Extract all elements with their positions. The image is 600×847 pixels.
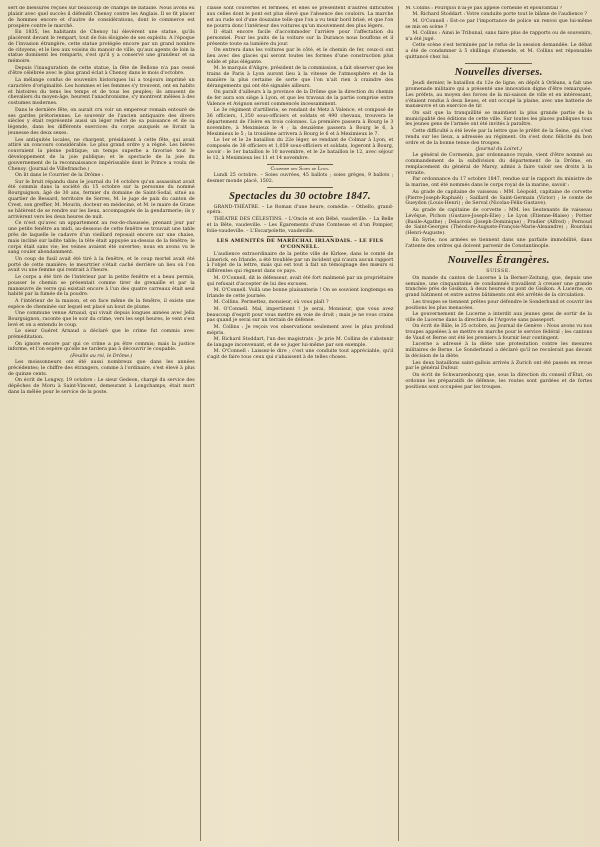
article-paragraph: Les antiquités locales, ne chargent, présidaient à cette fête, qui avait attiré un concours considérable. Le plus grand ordre y a régné. Les bières couvraient la pleine politique; un temps superbe a favorisé tout le développement de la joie publique; et le spectacle de la joie du gouvernement de la reconnaissance impérissable dont le Prince a voulu de Chenoy. (Journal de Villefranche.)	[8, 137, 195, 172]
source-attribution: (Journal du Loiret.)	[475, 147, 522, 153]
article-paragraph: On ignore encore par qui ce crime a pu être commis; mais la justice informe, et l'on espère qu'elle ne tardera pas à découvrir le coupable.	[8, 341, 195, 353]
column-1	[8, 6, 201, 841]
article-paragraph: M. Collins : Pourquoi n'ai-je pas appelé corneille et épouvantail ?	[405, 6, 563, 11]
article-paragraph: Les troupes se tiennent prêtes pour défendre le Sonderbund et couvrir les positions les plus menacées.	[405, 299, 593, 311]
article-paragraph: GRAND-THÉATRE. – Le Roman d'une heure, comédie. – Othello, grand-opéra.	[206, 204, 394, 216]
article-paragraph: Jeudi dernier, le bataillon du 12e de ligne, en dépôt à Orléans, a fait une promenade militaire qui a présenté une innovation digne d'être remarquée. Les préfets, au moyen des forces de la mi-saison de ville et en intéressant, s'étaient rendus à deux lieues, et ont occupé la plaine, avec une batterie de manœuvre et un exercice de tir.	[405, 80, 593, 110]
article-paragraph: Par ordonnance du 17 octobre 1847, rendue sur le rapport du ministre de la marine, ont été nommés dans le corps royal de la marine, savoir :	[405, 177, 593, 189]
column-2	[207, 6, 400, 841]
article-paragraph: Depuis l'inauguration de cette statue, la fête de Bellone n'a pas cessé d'être célébrée avec le plus grand éclat à Chenoy dans le mois d'octobre.	[8, 65, 195, 77]
article-paragraph: On sait que la tranquillité se maintient la plus grande partie de la municipalité des éditions de cette ville. Sur toutes les places publiques tous les jeunes gens de l'armée ont été invités à paraître.	[405, 110, 593, 128]
divider	[465, 251, 532, 252]
article-paragraph: On écrit de Schwarzenbourg que, sous la direction du conseil d'État, on ordonne les préparatifs de défense, les routes sont gardées et de fortes positions sont occupées par les troupes.	[405, 372, 593, 390]
article-paragraph: Dans le dernière fête, on aurait cru voir un empereur romain entouré de ses gardes prétoriennes. Le souvenir de l'ancien antiquaire des divers siècles y était représenté aussi un léger reflet de sa puissance et de sa légende, dans les différents exercices du corps auxquels se livrait la jeunesse des deux sexes.	[8, 107, 195, 137]
section-title: LES AMÉNITÉS DE MARÉCHAL IRLANDAIS. – LE FILS O'CONNELL.	[216, 238, 384, 251]
country-subheading: SUISSE.	[486, 269, 512, 275]
section-heading: Nouvelles Étrangères.	[447, 255, 550, 267]
column-container	[8, 6, 592, 841]
article-paragraph: M. O'Connell : Est-ce par l'importance de police un renvoi que lui-même se mis en scène ?	[405, 18, 593, 30]
column-3	[405, 6, 592, 841]
article-paragraph: classe sont couvertes et fermées, et elles se présentent d'autres difficultés aux celles dont le pont est plus élevé que l'absence des couloirs. La marche est au rude sol d'une douzaine telle que l'on a vu tenir bord brisé, et que l'on ne pourra donc l'intérieur des voitures qu'un mouvement des plus légers.	[206, 6, 394, 29]
article-paragraph: A l'intérieur de la maison, et en face même de la fenêtre, il existe une espèce de cheminée sur lequel est placé un bout de plume.	[8, 298, 195, 310]
divider	[465, 63, 532, 64]
article-paragraph: Le 3e régiment d'artillerie, se rendant de Metz à Valence, et composé de 36 officiers, 1,350 sous-officiers et soldats et 490 chevaux, trouvera le département de l'Isère en trois colonnes. La première passera à Bourg le 3 novembre, à Meximieux le 4 ; la deuxième passera à Bourg le 6, à Meximieux le 5 ; la troisième arrivera à Bourg le 6 et à Meximieux le 7.	[206, 108, 394, 137]
article-paragraph: M. O'Connell. Mal, impertinent ! Je serai, Monsieur, que vous avez beaucoup d'esprit pour vous mettre en voie de droit ; mais je ne vous crains pas quand je serai sur un terrain de défense.	[206, 306, 394, 324]
article-paragraph: M. Collins. Permettez, monsieur, où vous plaît ?	[213, 300, 329, 306]
section-heading: Spectacles du 30 octobre 1847.	[229, 190, 371, 202]
article-paragraph: Les deux bataillons saint-gallois arrivés à Zurich ont été passés en revue par le général Dufour.	[405, 360, 593, 372]
article-paragraph: Au grade de capitaine de corvette : MM. les lieutenants de vaisseau Lévêque, Pichon (Gustave-Joseph-Elie) ; Le Lyon (Étienne-Blaise) ; Pottier (Basile-Agathe) ; Delacroix (Joseph-Dominique) ; Pradier (Alfred) ; Pernoud de Saint-Georges (Théodore-Auguste-François-Marie-Alexandre) ; Bourdais (Henri-Auguste).	[405, 207, 593, 237]
section-title: Courrier des Soies de Lyon.	[270, 166, 330, 172]
article-paragraph: M. O'Connell. Voilà une bonne plaisanterie ! On se souvient longtemps en Irlande de cette journée.	[206, 287, 394, 299]
article-paragraph: Il était encore facile d'accommoder l'arrière pour l'affectation du personnel. Pour les puits de la voiture sur la Durance nous bouffons et il présente toute sa lumière du jour.	[206, 29, 394, 47]
article-paragraph: sert de blessures reçues sur beaucoup de champs de bataille. Nous avons eu plaisir avec quel succès il défendit Chenoy contre les Anglais. Il se fit placer de hommes encore et d'autre de considérations, dont le commerce est prospère contre le marché.	[8, 6, 195, 29]
article-paragraph: On paraît d'ailleurs à la province de la Drôme que la direction du chemin de fer aura son siège à Lyon, et que les travaux de la partie comprise entre Valence et Avignon seront commencés incessamment.	[206, 90, 394, 107]
article-paragraph: Au grade de capitaine de vaisseau : MM. Léopold, capitaine de corvette (Pierre-Joseph-Raphaël) ; Saillard de Saint-Germain (Victor) ; le comte de Gueydon (Louis-Henri) ; de Serval (Nicolas-Félix-Gustave).	[405, 189, 593, 207]
article-paragraph: M. Richard Stoddart, l'un des magistrats : Je prie M. Collins de s'abstenir de langage inconvenant, et de se juger lui-même par son exemple.	[206, 337, 394, 348]
article-paragraph: La mélange confus de souvenirs historiques lui a toujours imprimé un caractère d'originalité. Les hommes et les femmes s'y trouvent, ont en habits et histoires du tems les temps et de tous les peuples; ils amusent de chevaliers du moyen-âge, heurent l'anachronisme, s'y montrent mêlées à des costumes modernes.	[8, 77, 195, 107]
article-paragraph: Cette scène s'est terminée par le refus de la session demandée. Le débat a été de condamner à 5 shillings d'amende, et M. Collins est réponsable quittancé chez lui.	[405, 43, 593, 61]
article-paragraph: L'audience extraordinaire de la petite ville de Kirkee, dans le comté de Limerick, en Irlande, a été troublée par un incident qui n'aura aucun rapport à l'objet de la lettre, mais qui est tout à fait un témoignage des mœurs si différentes qui règnent dans ce pays.	[206, 251, 394, 275]
article-paragraph: THÉATRE DES CÉLESTINS. – L'Oncle et son Bébé, vaudeville. – La Belle et la Bête, vaudeville. – Les Égarements d'une Comtesse et d'un Pompier, folie-vaudeville. – L'Escarpolette, vaudeville.	[206, 216, 394, 234]
article-paragraph: Un coup de fusil avait été tiré à la fenêtre, et le coup mortel avait été porté de cette manière; le meurtrier s'était caché derrière un lieu où l'on avait vu une femme qui rentrait à l'heure.	[8, 256, 195, 274]
article-paragraph: En 1835, les habitants de Chenoy lui élevèrent une statue, qu'ils placèrent devant le rempart, tout de fois éloignée de ses exploits. A l'époque de l'invasion étrangère, cette statue protégée encore par un grand nombre de citoyens; et le lieu aux voisins du manoir de ville, qu'aux agents de loin la statue dominent les remparts, s'est qu'il y a conservé une grandeur et sa mémoire.	[8, 29, 195, 65]
article-paragraph: Les moissonneurs ont été aussi nombreux que dans les années précédentes; le chiffre des étrangers, comme à l'ordinaire, s'est élevé à plus de quinze cents.	[8, 360, 195, 377]
article-paragraph: On entrera dans les voitures par le côté, et le chemin de fer, ceux-ci ont lieu avec des glaces qui seront toutes les formes d'une construction plus solide et plus élégante.	[206, 48, 394, 65]
article-paragraph: Le sieur Guéret Arnaud a déclaré que le crime fut commis avec préméditation.	[8, 329, 195, 341]
article-paragraph: M. O'Connell, dit le défenseur, avait été fort malmené par un propriétaire qui refusait d'accepter de lui des excuses.	[206, 275, 394, 287]
article-paragraph: Sur le bruit répandu dans le journal du 14 octobre qu'un assassinat avait été commis dans la société du 15 octobre sur la personne du nommé Bourguignon, âgé de 30 ans, fermier du domaine de Saint-Sodal, situé au quartier de Bessard, territoire de Serres, M. le juge de paix du canton de Crest, son greffier, M. Mourin, docteur en médecine, et M. le maire de Grane se hâtèrent de se rendre sur les lieux, accompagnés de la gendarmerie; ils y arrivèrent vers les deux heures de nuit.	[8, 179, 195, 220]
source-attribution: (Feuille au roi, le Drôme.)	[70, 353, 133, 359]
divider	[267, 187, 334, 188]
article-paragraph: Cette difficulté a été levée par la lettre que le préfet de la Seine, qui s'est rendu sur les lieux, a adressée au régiment. On s'est donc félicité du bon ordre et de la bonne tenue des troupes.	[405, 128, 593, 146]
article-paragraph: M. le marquis d'Aligre, président de la commission, a fait observer que les trains de Paris à Lyon auront lieu à la vitesse de l'atmosphère et de la manière la plus certaine de sorte que l'on n'ait rien à craindre des dérangements qui ont été signalés ailleurs.	[206, 66, 394, 89]
article-paragraph: On mande du canton de Lucerne à la Berner-Zeitung, que, depuis une semaine, une cinquantaine de condamnés travaillent à creuser une grande tranchée près de Gisikon, à deux heures du pont de Gisikon. À Lucerne, on grand bâtiment et entre autres bâtiments ont été arrêtés de la circulation.	[405, 275, 593, 299]
article-paragraph: En Syrie, nos armées se tiennent dans une parfaite immobilité, dans l'attente des ordres qui doivent parvenir de Constantinople.	[405, 237, 593, 249]
section-heading: Nouvelles diverses.	[454, 66, 543, 78]
article-paragraph: Le corps a été tiré de l'intérieur par la petite fenêtre et a beau permis, pousser le chemin se présentait comme tirer de grenaille et par la manœuvre de verre qui existait encore à l'un des quatre carreaux était seul habité par la fumée de la poudre.	[8, 274, 195, 298]
article-paragraph: M. Richard Stoddart : Votre conduite porte tout le blâme de l'audience ?	[412, 12, 587, 18]
article-paragraph: Ce n'est qu'avec un appartement au rez-de-chaussée, prenant jour par une petite fenêtre au midi, au-dessous de cette fenêtre se trouvait une table près de laquelle le cadavre d'un vieillard reposait encore sur une chaise, mais incliné sur ladite table; la tête était appuyée au-dessus de la fenêtre; le corps était sans vie; les veines avaient été ouvertes; nous en avons vu le sang couler abondamment.	[8, 221, 195, 256]
article-paragraph: On lit dans le Courrier de la Drôme :	[15, 173, 104, 179]
article-paragraph: Le gouvernement de Lucerne a interdit aux jeunes gens de sortir de la ville de Lucerne dans la direction de l'Argovie sans passeport.	[405, 312, 593, 323]
article-paragraph: M. Collins : Je reçois vos observations seulement avec le plus profond mépris.	[206, 324, 394, 336]
article-paragraph: Le 1er et le 2e bataillon du 22e léger, se rendant de Colmar à Lyon, et composés de 38 officiers et 1,059 sous-officiers et soldats, logeront à Bourg, savoir : le 1er bataillon le 10 novembre, et le 2e bataillon le 12, avec séjour le 12, à Meximieux les 11 et 14 novembre.	[206, 138, 394, 161]
article-paragraph: Le général de Cormenin, par ordonnance royale, vient d'être nommé au commandement de la subdivision du département de la Drôme, en remplacement du général de Marsy, admis à faire valoir ses droits à la retraite.	[405, 153, 593, 176]
article-paragraph: M. Collins : Ainsi le Tribunal, sans faire plus de rapports ou de souvenirs, n'a été jugé.	[405, 31, 593, 42]
article-paragraph: M. O'Connell : Laissez-le dire ; c'est une conduite tout appréciable, qu'il s'agit de faire tous ceux qui s'abaissent à de telles choses.	[206, 349, 394, 361]
article-paragraph: Lundi 25 octobre. – Soies ouvrées, 45 ballots ; soies grèges, 9 ballots ; desmer monde placé, 1502.	[206, 172, 394, 184]
article-paragraph: On écrit de Longwy, 19 octobre : Le sieur Gedeon, chargé du service des dépêches de Moru à Saint-Vincent, demeurant à Longchamps, était mort dans la mêlée pour le service de la poste.	[8, 378, 195, 396]
article-paragraph: Lucerne a adressé à la diète une protestation contre les mesures militaires de Berne. Le Sonderbund a déclaré qu'il ne reculerait pas devant la décision de la diète.	[405, 342, 593, 360]
divider	[267, 164, 334, 165]
article-paragraph: Une commune venue Arnaud, qui vivait depuis longues années avec Jella Bourguignon, raconte que le soir du crime, vers les sept heures, le vent s'est levé et on a entendu le coup.	[8, 311, 195, 328]
article-paragraph: On écrit de Bâle, le 25 octobre, au Journal de Genève : Nous avons vu nos troupes appelées à se mettre en marche pour le service fédéral ; les cantons de Vaud et Berne ont été les premiers à fournir leur contingent.	[405, 324, 593, 341]
